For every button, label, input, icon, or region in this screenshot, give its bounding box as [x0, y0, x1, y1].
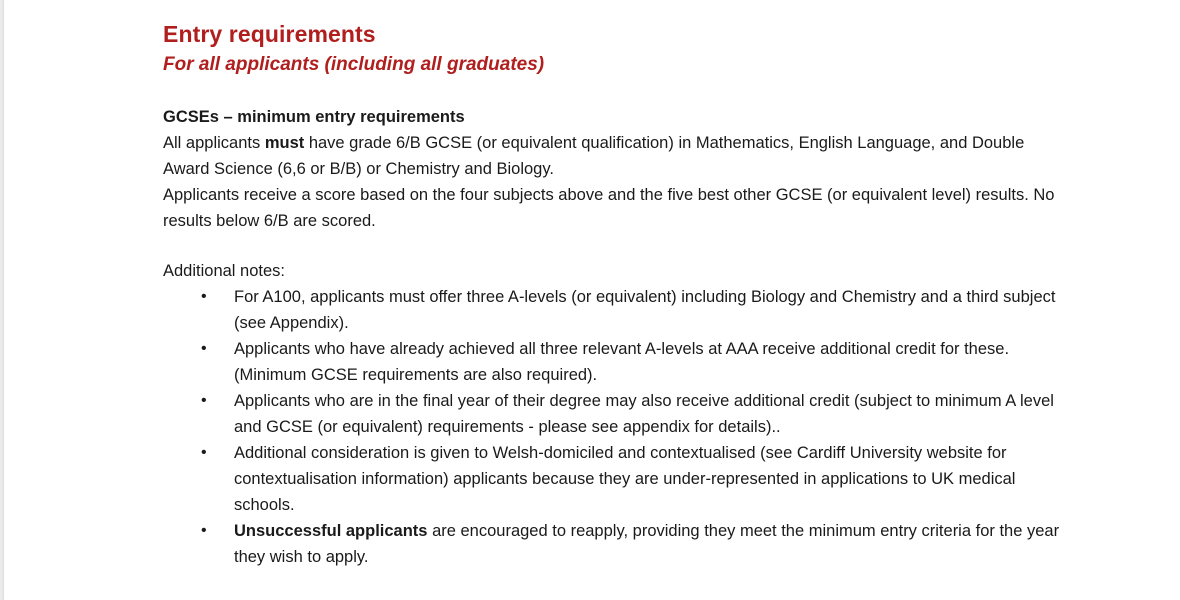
gcse-p1-after: have grade 6/B GCSE (or equivalent qualification) in Mathematics, English Language, and Double Award Science (6,6 or B/B) or Chemistry and Biology.: [163, 134, 1025, 178]
list-item-text: Additional consideration is given to Welsh-domiciled and contextualised (see Cardiff University website for contextualisation information) applicants because they are under-represented in applications to UK medical schools.: [234, 444, 1016, 514]
bullet-icon: •: [201, 392, 207, 409]
list-item-text: Applicants who are in the final year of their degree may also receive additional credit (subject to minimum A level and GCSE (or equivalent) requirements - please see appendix for details)..: [234, 392, 1054, 436]
document-page: [4, 0, 1180, 600]
gcse-p1-before: All applicants: [163, 134, 265, 152]
gcse-section-title: GCSEs – minimum entry requirements: [163, 108, 465, 126]
bullet-icon: •: [201, 288, 207, 305]
bullet-icon: •: [201, 444, 207, 461]
document-content: [163, 18, 1063, 570]
list-item-text: Applicants who have already achieved all three relevant A-levels at AAA receive additional credit for these. (Minimum GCSE requirements are also required).: [234, 340, 1010, 384]
notes-list: [163, 284, 1063, 570]
gcse-p1-bold: must: [264, 134, 305, 152]
gcse-paragraph-1: [163, 130, 1063, 182]
list-item: [163, 388, 1063, 440]
gcse-paragraph-2: Applicants receive a score based on the four subjects above and the five best other GCSE (or equivalent level) results. No results below 6/B are scored.: [163, 186, 1055, 230]
page-subtitle: For all applicants (including all graduates): [163, 54, 545, 75]
notes-title: Additional notes:: [163, 262, 286, 280]
bullet-icon: •: [201, 340, 207, 357]
list-item: [163, 440, 1063, 518]
list-item: [163, 518, 1063, 570]
list-item-text: For A100, applicants must offer three A-levels (or equivalent) including Biology and Chemistry and a third subject (see Appendix).: [234, 288, 1056, 332]
bullet-icon: •: [201, 522, 207, 539]
list-item: [163, 284, 1063, 336]
list-item-text: are encouraged to reapply, providing they meet the minimum entry criteria for the year they wish to apply.: [234, 522, 1060, 566]
list-item-bold: Unsuccessful applicants: [234, 522, 428, 540]
page-title: Entry requirements: [163, 21, 376, 47]
list-item: [163, 336, 1063, 388]
